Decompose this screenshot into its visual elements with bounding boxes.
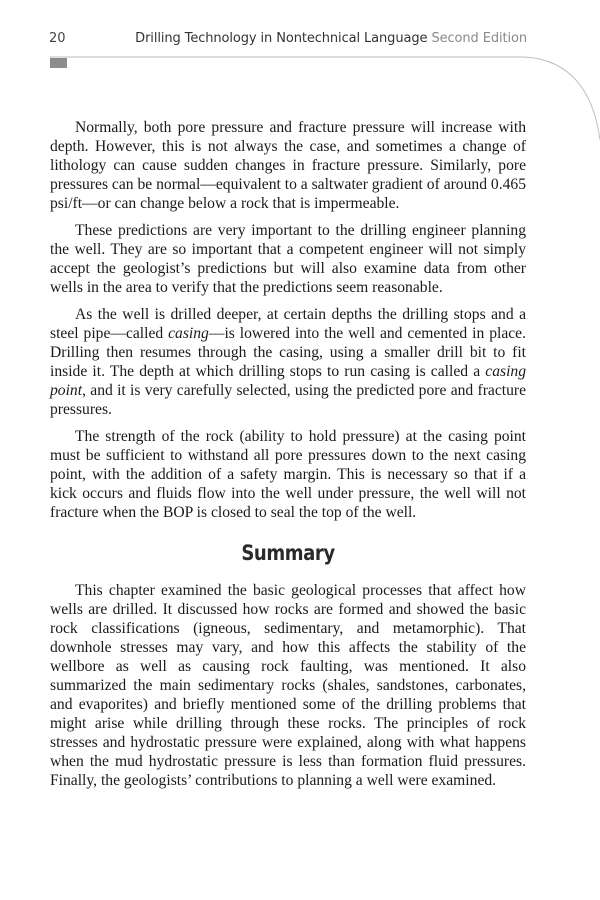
- paragraph-2: These predictions are very important to the drilling engineer planning the well. They are so important that a competent engineer will not simply accept the geologist’s predictions but will also examine data from other wells in the area to verify that the predictions seem reasonable.: [50, 222, 526, 296]
- paragraph-3-part-2: —is lowered into the well and cemented in place. Drilling then resumes through the casing, using a smaller drill bit to fit inside it. The depth at which drilling stops to run casing is called a: [50, 325, 526, 380]
- edition-label: Second Edition: [431, 31, 527, 46]
- paragraph-4: The strength of the rock (ability to hold pressure) at the casing point must be sufficient to withstand all pore pressures down to the next casing point, with the addition of a safety margin. This is necessary so that if a kick occurs and fluids flow into the well under pressure, the well will not fracture when the BOP is closed to seal the top of the well.: [50, 428, 526, 521]
- summary-paragraph: This chapter examined the basic geological processes that affect how wells are drilled. It discussed how rocks are formed and showed the basic rock classifications (igneous, sedimentary, and metamorphic). That downhole stresses may vary, and how this affects the stability of the wellbore as well as causing rock faulting, was mentioned. It also summarized the main sedimentary rocks (shales, sandstones, carbonates, and evaporites) and briefly mentioned some of the drilling problems that might arise while drilling through these rocks. The principles of rock stresses and hydrostatic pressure were explained, along with what happens when the mud hydrostatic pressure is less than formation fluid pressures. Finally, the geologists’ contributions to planning a well were examined.: [50, 582, 526, 789]
- term-casing-point: casing point: [50, 363, 526, 399]
- summary-text: [50, 581, 526, 790]
- page-number: 20: [49, 31, 66, 46]
- body-text: [50, 118, 526, 530]
- paragraph-3-part-3: , and it is very carefully selected, using the predicted pore and fracture pressures.: [50, 382, 526, 418]
- paragraph-3-part-1: As the well is drilled deeper, at certain depths the drilling stops and a steel pipe—called: [50, 306, 526, 342]
- section-heading: Summary: [241, 541, 335, 565]
- book-title: Drilling Technology in Nontechnical Language: [135, 31, 428, 46]
- term-casing: casing: [168, 325, 209, 342]
- paragraph-3: [50, 305, 526, 419]
- paragraph-1: Normally, both pore pressure and fracture pressure will increase with depth. However, this is not always the case, and sometimes a change of lithology can cause sudden changes in fracture pressure. Similarly, pore pressures can be normal—equivalent to a saltwater gradient of around 0.465 psi/ft—or can change below a rock that is impermeable.: [50, 119, 526, 212]
